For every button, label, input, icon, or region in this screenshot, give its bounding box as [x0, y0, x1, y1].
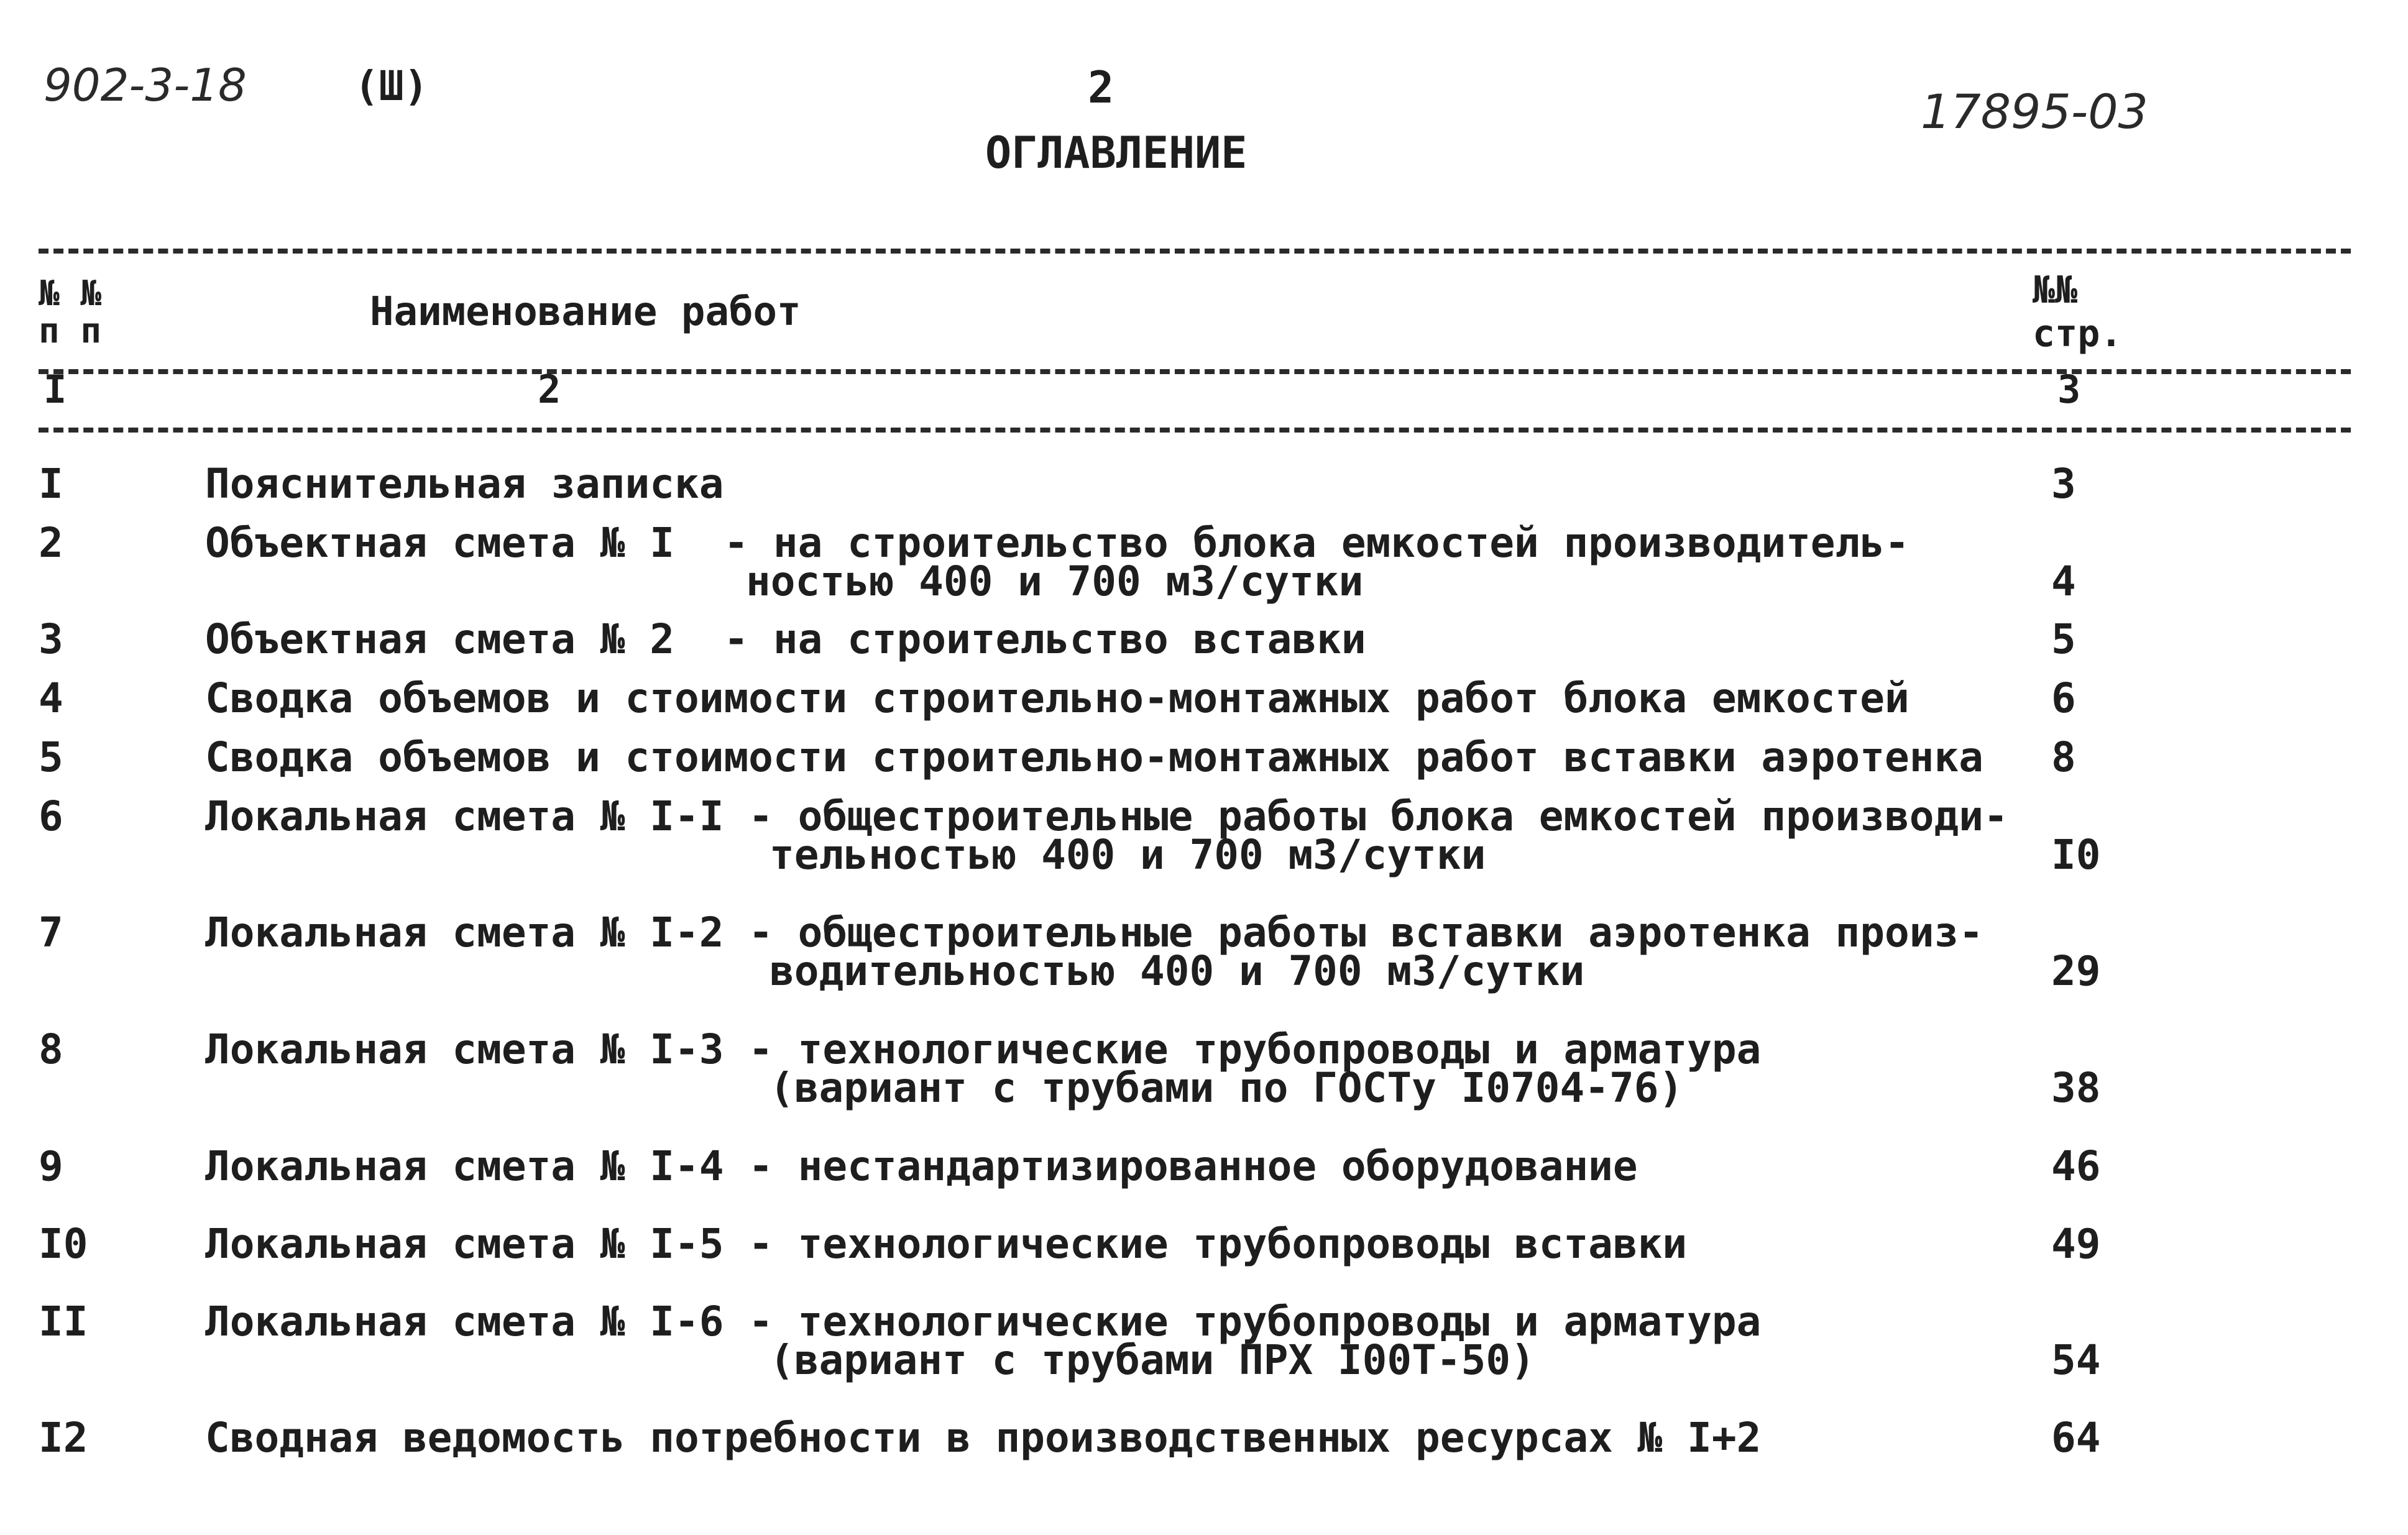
row-title: Локальная смета № I-3 - технологические трубопроводы и арматура	[205, 1025, 1762, 1073]
row-page: 8	[2051, 733, 2076, 781]
row-title-continuation: (вариант с трубами ПРХ I00Т-50)	[770, 1336, 1535, 1384]
col-number-2: 2	[538, 367, 561, 412]
row-page: 46	[2051, 1142, 2101, 1190]
col3-header-line2: стр.	[2033, 312, 2123, 355]
row-title: Сводка объемов и стоимости строительно-монтажных работ блока емкостей	[205, 674, 1909, 722]
row-title: Объектная смета № 2 - на строительство вставки	[205, 615, 1366, 663]
col1-header-line1: № №	[39, 273, 102, 314]
doc-code: 902-3-18	[44, 59, 247, 111]
project-code: 17895-03	[1921, 84, 2148, 139]
col2-header: Наименование работ	[370, 289, 801, 335]
row-title: Локальная смета № I-2 - общестроительные работы вставки аэротенка произ-	[205, 909, 1983, 956]
list-item	[0, 909, 2408, 1008]
page-number: 2	[1088, 62, 1114, 113]
list-item	[0, 1298, 2408, 1397]
row-page: 29	[2051, 947, 2101, 995]
list-item	[0, 792, 2408, 892]
list-item	[0, 519, 2408, 618]
row-page: 4	[2051, 557, 2076, 605]
row-number: 3	[39, 615, 63, 663]
rule-top	[39, 249, 2351, 254]
row-number: I2	[39, 1414, 88, 1462]
row-page: 6	[2051, 674, 2076, 722]
col-number-1: I	[44, 367, 67, 412]
row-page: I0	[2051, 831, 2101, 879]
row-number: 5	[39, 733, 63, 781]
series-mark: (Ш)	[354, 62, 429, 110]
row-number: 8	[39, 1025, 63, 1073]
row-title: Локальная смета № I-6 - технологические трубопроводы и арматура	[205, 1298, 1762, 1345]
row-page: 5	[2051, 615, 2076, 663]
col3-header-line1: №№	[2033, 268, 2078, 312]
page-title: ОГЛАВЛЕНИЕ	[985, 127, 1248, 178]
list-item	[0, 1025, 2408, 1125]
row-title: Объектная смета № I - на строительство блока емкостей производитель-	[205, 519, 1909, 567]
row-number: II	[39, 1298, 88, 1345]
rule-bottom	[39, 428, 2351, 433]
row-title-continuation: (вариант с трубами по ГОСТу I0704-76)	[770, 1064, 1684, 1112]
row-title: Пояснительная записка	[205, 460, 724, 508]
row-title: Сводная ведомость потребности в производственных ресурсах № I+2	[205, 1414, 1762, 1462]
rule-mid	[39, 369, 2351, 374]
row-number: I	[39, 460, 63, 508]
row-title-continuation: ностью 400 и 700 м3/сутки	[746, 557, 1364, 605]
row-title: Сводка объемов и стоимости строительно-монтажных работ вставки аэротенка	[205, 733, 1983, 781]
row-page: 3	[2051, 460, 2076, 508]
row-number: 6	[39, 792, 63, 840]
row-number: I0	[39, 1220, 88, 1268]
row-page: 49	[2051, 1220, 2101, 1268]
list-item	[0, 1414, 2408, 1513]
col1-header-line2: п п	[39, 311, 102, 351]
row-number: 9	[39, 1142, 63, 1190]
row-title-continuation: водительностью 400 и 700 м3/сутки	[770, 947, 1585, 995]
row-number: 2	[39, 519, 63, 567]
row-page: 54	[2051, 1336, 2101, 1384]
row-page: 64	[2051, 1414, 2101, 1462]
row-title-continuation: тельностью 400 и 700 м3/сутки	[770, 831, 1486, 879]
row-number: 4	[39, 674, 63, 722]
row-number: 7	[39, 909, 63, 956]
row-title: Локальная смета № I-I - общестроительные работы блока емкостей производи-	[205, 792, 2008, 840]
col-number-3: 3	[2057, 367, 2081, 412]
row-page: 38	[2051, 1064, 2101, 1112]
row-title: Локальная смета № I-4 - нестандартизированное оборудование	[205, 1142, 1638, 1190]
row-title: Локальная смета № I-5 - технологические трубопроводы вставки	[205, 1220, 1688, 1268]
